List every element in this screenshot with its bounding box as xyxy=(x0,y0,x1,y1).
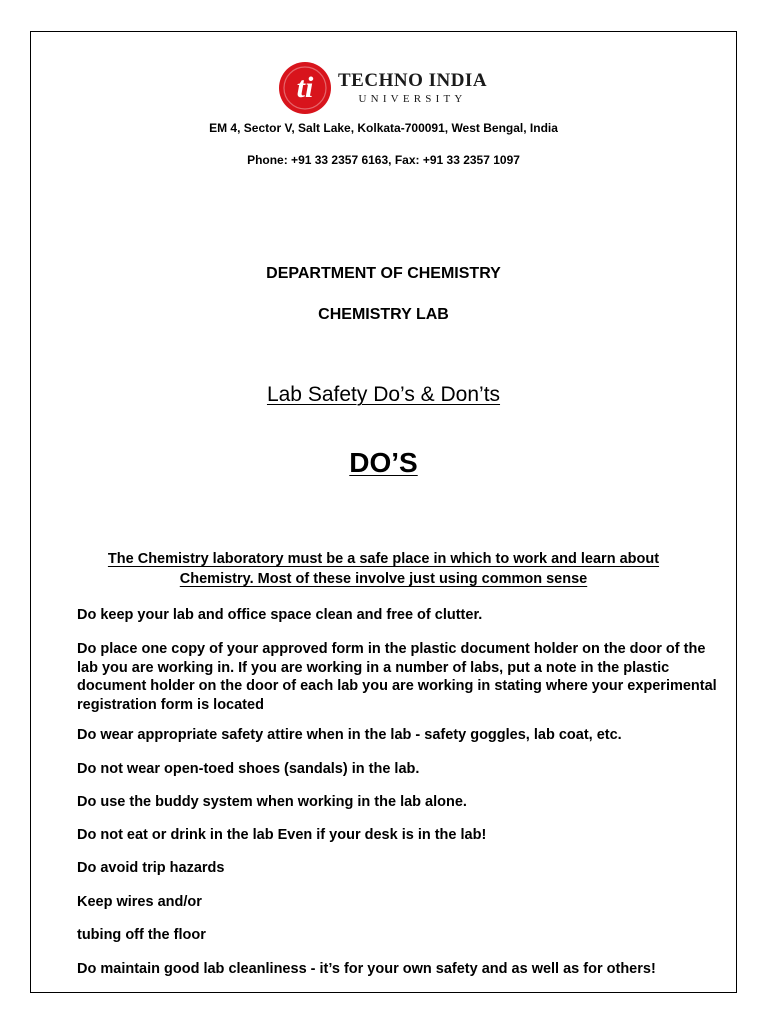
intro-line-1: The Chemistry laboratory must be a safe place in which to work and learn about xyxy=(107,551,660,567)
list-item: Do use the buddy system when working in the lab alone. xyxy=(77,794,467,810)
intro-paragraph xyxy=(30,549,737,589)
list-item: Do not wear open-toed shoes (sandals) in the lab. xyxy=(77,761,420,777)
intro-line-2: Chemistry. Most of these involve just using common sense xyxy=(179,571,588,587)
list-item: Do place one copy of your approved form in the plastic document holder on the door of the lab you are working in. If you are working in a number of labs, put a note in the plastic document holder on the door of each lab you are working in stating where your experimental registration form is located xyxy=(77,641,717,713)
list-item: Keep wires and/or xyxy=(77,894,202,910)
list-item: Do wear appropriate safety attire when in the lab - safety goggles, lab coat, etc. xyxy=(77,727,622,743)
document-title-text: Lab Safety Do’s & Don’ts xyxy=(266,383,501,406)
section-title xyxy=(30,447,737,479)
list-item: Do keep your lab and office space clean and free of clutter. xyxy=(77,607,483,623)
list-item: Do maintain good lab cleanliness - it’s for your own safety and as well as for others! xyxy=(77,961,656,977)
list-item: tubing off the floor xyxy=(77,927,206,943)
logo-mark-text: ti xyxy=(296,71,314,104)
phone-line: Phone: +91 33 2357 6163, Fax: +91 33 2357 1097 xyxy=(247,153,520,167)
section-title-text: DO’S xyxy=(349,447,418,478)
logo-name: TECHNO INDIA xyxy=(338,70,488,91)
list-item: Do avoid trip hazards xyxy=(77,860,225,876)
lab-heading: CHEMISTRY LAB xyxy=(318,306,449,323)
page-frame xyxy=(30,31,737,993)
logo-subtitle: UNIVERSITY xyxy=(358,93,467,105)
address-line: EM 4, Sector V, Salt Lake, Kolkata-700091, West Bengal, India xyxy=(209,121,558,135)
list-item: Do not eat or drink in the lab Even if your desk is in the lab! xyxy=(77,827,487,843)
document-title xyxy=(30,383,737,407)
department-heading: DEPARTMENT OF CHEMISTRY xyxy=(266,265,501,282)
techno-india-logo-icon xyxy=(278,61,332,115)
university-logo xyxy=(278,62,487,114)
